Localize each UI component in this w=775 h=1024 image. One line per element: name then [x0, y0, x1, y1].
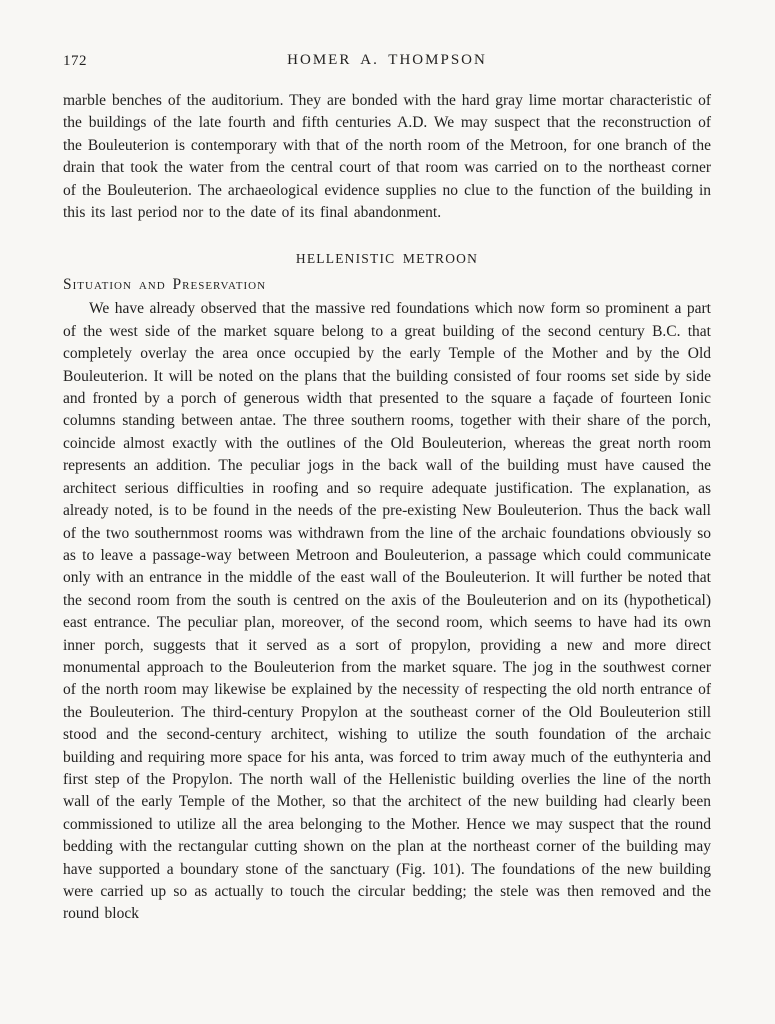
subsection-heading: Situation and Preservation	[63, 276, 267, 294]
paragraph-main: We have already observed that the massive red foundations which now form so prominent a part of the west side of the market square belong to a great building of the second century B.C. that completely overlay the area once occupied by the early Temple of the Mother and by the Old Bouleuterion. It will be noted on the plans that the building consisted of four rooms set side by side and fronted by a porch of generous width that presented to the square a façade of fourteen Ionic columns standing between antae. The three southern rooms, together with their share of the porch, coincide almost exactly with the outlines of the Old Bouleuterion, whereas the great north room represents an addition. The peculiar jogs in the back wall of the building must have caused the architect serious difficulties in roofing and so require adequate justification. The explanation, as already noted, is to be found in the needs of the pre-existing New Bouleuterion. Thus the back wall of the two southernmost rooms was withdrawn from the line of the archaic foundations obviously so as to leave a passage-way between Metroon and Bouleuterion, a passage which could communicate only with an entrance in the middle of the east wall of the Bouleuterion. It will further be noted that the second room from the south is centred on the axis of the Bouleuterion and on its (hypothetical) east entrance. The peculiar plan, moreover, of the second room, which seems to have had its own inner porch, suggests that it served as a sort of propylon, providing a new and more direct monumental approach to the Bouleuterion from the market square. The jog in the southwest corner of the north room may likewise be explained by the necessity of respecting the old north entrance of the Bouleuterion. The third-century Propylon at the southeast corner of the Old Bouleuterion still stood and the second-century architect, wishing to utilize the south foundation of the archaic building and requiring more space for his anta, was forced to trim away much of the euthynteria and first step of the Propylon. The north wall of the Hellenistic building overlies the line of the north wall of the early Temple of the Mother, so that the architect of the new building had clearly been commissioned to utilize all the area belonging to the Mother. Hence we may suspect that the round bedding with the rectangular cutting shown on the plan at the northeast corner of the building may have supported a boundary stone of the sanctuary (Fig. 101). The foundations of the new building were carried up so as actually to touch the circular bedding; the stele was then removed and the round block	[63, 300, 711, 923]
page-number: 172	[63, 53, 87, 69]
page-header	[63, 52, 711, 72]
section-heading: HELLENISTIC METROON	[295, 251, 479, 267]
paragraph-continuation: marble benches of the auditorium. They are bonded with the hard gray lime mortar characteristic of the buildings of the late fourth and fifth centuries A.D. We may suspect that the reconstruction of the Bouleuterion is contemporary with that of the north room of the Metroon, for one branch of the drain that took the water from the central court of that room was carried on to the northeast corner of the Bouleuterion. The archaeological evidence supplies no clue to the function of the building in this its last period nor to the date of its final abandonment.	[63, 92, 711, 222]
running-header-title: HOMER A. THOMPSON	[287, 52, 487, 68]
